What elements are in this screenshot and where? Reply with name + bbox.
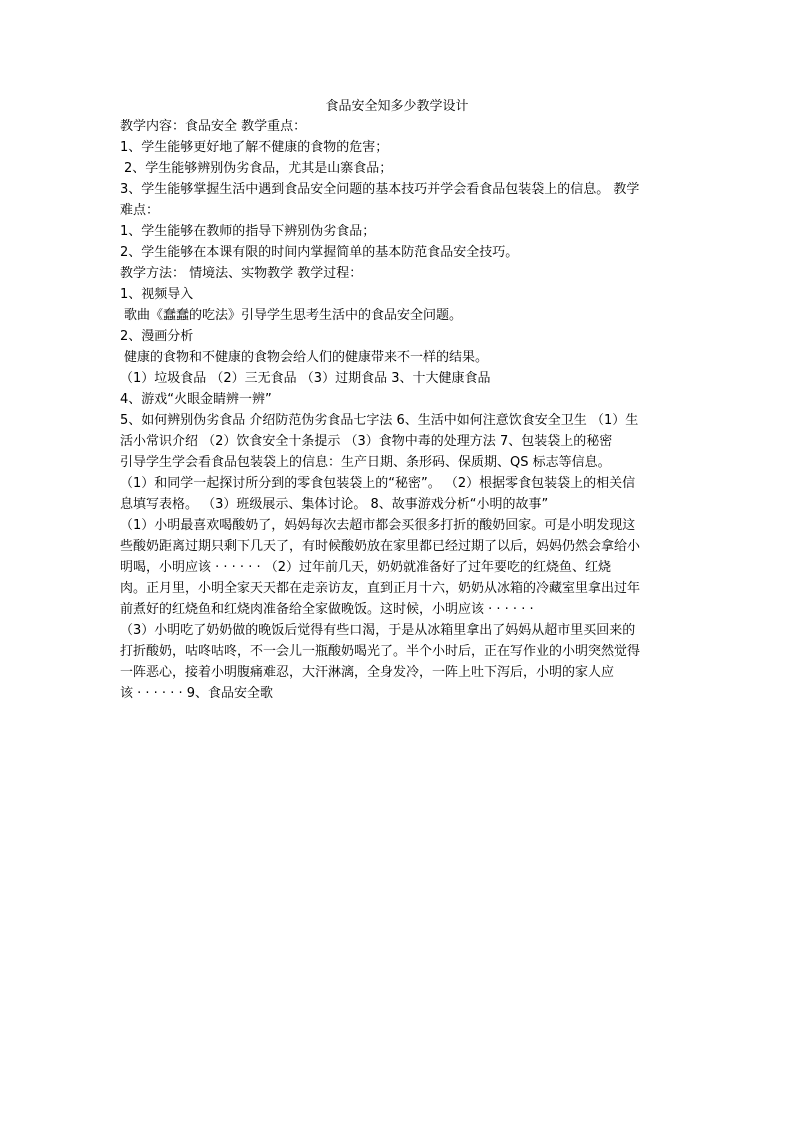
- text-line: 1、视频导入: [120, 287, 194, 302]
- text-line: 5、如何辨别伪劣食品 介绍防范伪劣食品七字法 6、生活中如何注意饮食安全卫生 （1）生: [120, 413, 639, 428]
- text-line: 引导学生学会看食品包装袋上的信息：生产日期、条形码、保质期、QS 标志等信息。: [120, 455, 611, 470]
- text-line: 1、学生能够更好地了解不健康的食物的危害；: [120, 140, 389, 155]
- text-line: 活小常识介绍 （2）饮食安全十条提示 （3）食物中毒的处理方法 7、包装袋上的秘密: [120, 434, 613, 449]
- text-line: 息填写表格。 （3）班级展示、集体讨论。 8、故事游戏分析“小明的故事”: [120, 497, 549, 512]
- text-line: 歌曲《蠢蠢的吃法》引导学生思考生活中的食品安全问题。: [124, 308, 463, 323]
- text-line: 该 · · · · · · 9、食品安全歌: [120, 686, 273, 701]
- text-line: （1）小明最喜欢喝酸奶了，妈妈每次去超市都会买很多打折的酸奶回家。可是小明发现这: [120, 518, 636, 533]
- text-line: 健康的食物和不健康的食物会给人们的健康带来不一样的结果。: [124, 350, 489, 365]
- text-line: （1）和同学一起探讨所分到的零食包装袋上的“秘密”。 （2）根据零食包装袋上的相关信: [120, 476, 636, 491]
- text-line: （1）垃圾食品 （2）三无食品 （3）过期食品 3、十大健康食品: [120, 371, 491, 386]
- text-line: 1、学生能够在教师的指导下辨别伪劣食品；: [120, 224, 376, 239]
- text-line: 打折酸奶，咕咚咕咚，不一会儿一瓶酸奶喝光了。半个小时后，正在写作业的小明突然觉得: [120, 644, 641, 659]
- text-line: （3）小明吃了奶奶做的晚饭后觉得有些口渴，于是从冰箱里拿出了妈妈从超市里买回来的: [120, 623, 636, 638]
- text-line: 前煮好的红烧鱼和红烧肉准备给全家做晚饭。这时候，小明应该 · · · · · ·: [120, 602, 534, 617]
- text-line: 教学内容：食品安全 教学重点：: [120, 119, 307, 134]
- text-line: 2、漫画分析: [120, 329, 194, 344]
- document-title: 食品安全知多少教学设计: [325, 99, 469, 114]
- text-line: 难点：: [120, 203, 160, 218]
- text-line: 2、学生能够在本课有限的时间内掌握简单的基本防范食品安全技巧。: [120, 245, 519, 260]
- text-line: 2、学生能够辨别伪劣食品，尤其是山寨食品；: [124, 161, 393, 176]
- text-line: 明喝，小明应该 · · · · · · （2）过年前几天，奶奶就准备好了过年要吃的红烧鱼、红烧: [120, 560, 611, 575]
- text-line: 3、学生能够掌握生活中遇到食品安全问题的基本技巧并学会看食品包装袋上的信息。 教学: [120, 182, 640, 197]
- text-line: 教学方法： 情境法、实物教学 教学过程：: [120, 266, 363, 281]
- text-line: 肉。正月里，小明全家天天都在走亲访友，直到正月十六，奶奶从冰箱的冷藏室里拿出过年: [120, 581, 641, 596]
- text-line: 4、游戏“火眼金睛辨一辨”: [120, 392, 272, 407]
- text-line: 一阵恶心，接着小明腹痛难忍，大汗淋漓，全身发冷，一阵上吐下泻后，小明的家人应: [120, 665, 615, 680]
- text-line: 些酸奶距离过期只剩下几天了，有时候酸奶放在家里都已经过期了以后，妈妈仍然会拿给小: [120, 539, 641, 554]
